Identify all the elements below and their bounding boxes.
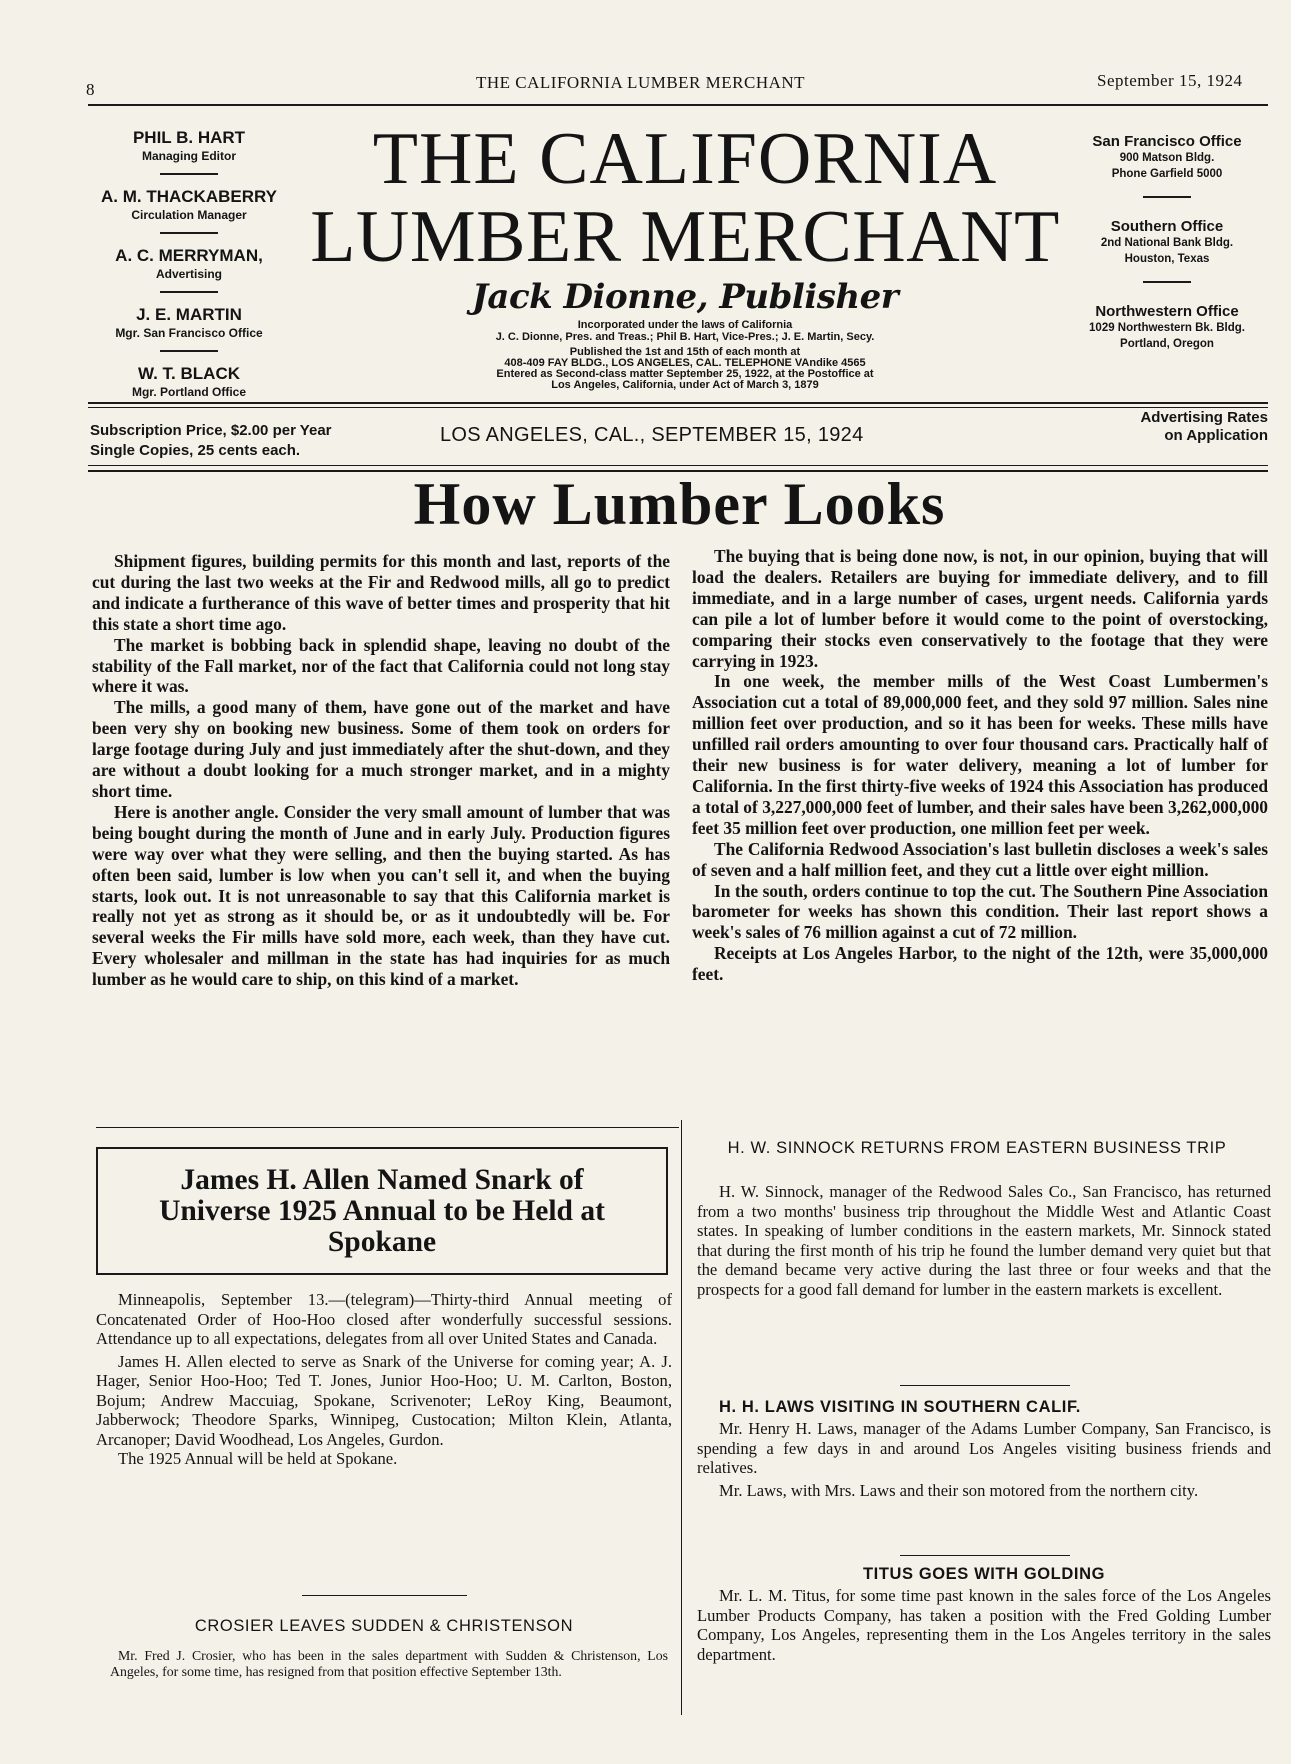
staff-title: Circulation Manager	[131, 208, 247, 222]
subscription-price: Subscription Price, $2.00 per Year	[90, 422, 332, 439]
staff-name: PHIL B. HART	[132, 128, 246, 147]
office-name: Northwestern Office	[1095, 303, 1239, 320]
staff-name: A. M. THACKABERRY	[101, 187, 277, 206]
paragraph: Mr. Henry H. Laws, manager of the Adams Lumber Company, San Francisco, is spending a few days in and around Los Angeles visiting business friends and relatives.	[697, 1419, 1271, 1477]
paragraph: The market is bobbing back in splendid shape, leaving no doubt of the stability of the Fall market, nor of the fact that California could not long stay where it was.	[92, 634, 670, 697]
running-date: September 15, 1924	[1097, 71, 1243, 90]
crosier-text: Mr. Fred J. Crosier, who has been in the sales department with Sudden & Christenson, Los Angeles, for some time, has resigned from that position effective September 13th.	[110, 1648, 668, 1679]
running-title: THE CALIFORNIA LUMBER MERCHANT	[476, 73, 806, 92]
divider	[160, 173, 218, 175]
crosier-headline: CROSIER LEAVES SUDDEN & CHRISTENSON	[194, 1617, 574, 1635]
staff-list	[80, 128, 298, 399]
masthead-published: Published the 1st and 15th of each month at	[569, 346, 801, 358]
masthead-address: 408-409 FAY BLDG., LOS ANGELES, CAL. TELEPHONE VAndike 4565	[504, 357, 866, 369]
divider	[1143, 281, 1191, 283]
info-rule-top-1	[88, 402, 1268, 404]
paragraph: In one week, the member mills of the West Coast Lumbermen's Association cut a total of 89,000,000 feet, and they sold 97 million. Sales nine million feet over production, and so it has been for weeks. These mills have unfilled rail orders amounting to over four thousand cars. Practically half of their new business is for water delivery, meaning a lot of lumber for California. In the first thirty-five weeks of 1924 this Association has produced a total of 3,227,000,000 feet of lumber, and their sales have been 3,262,000,000 feet 35 million feet over production, one million feet per week.	[692, 671, 1268, 838]
office-entry	[1062, 218, 1272, 267]
divider	[160, 291, 218, 293]
allen-headline: James H. Allen Named Snark of Universe 1925 Annual to be Held at Spokane	[159, 1163, 605, 1258]
staff-entry	[80, 305, 298, 340]
titus-headline: TITUS GOES WITH GOLDING	[862, 1565, 1106, 1583]
paragraph: Here is another angle. Consider the very small amount of lumber that was being bought during the month of June and in early July. Production figures were way over what they were selling, and then the buying started. As has often been said, lumber is low when you can't sell it, and when the buying starts, look out. It is not unreasonable to say that this California market is really not yet as strong as it should be, or as it undoubtedly will be. For several weeks the Fir mills have sold more, each week, than they have cut. Every wholesaler and millman in the state has had inquiries for as much lumber as he would care to ship, on this kind of a market.	[92, 801, 670, 990]
masthead-title-line2: LUMBER MERCHANT	[310, 196, 1060, 278]
sinnock-text	[697, 1182, 1271, 1299]
advertising-line: Advertising Rates	[1140, 409, 1268, 426]
office-name: San Francisco Office	[1092, 133, 1242, 150]
divider	[160, 232, 218, 234]
masthead-entered: Entered as Second-class matter September 25, 1922, at the Postoffice at	[496, 368, 874, 380]
paragraph: The 1925 Annual will be held at Spokane.	[118, 1449, 398, 1468]
paragraph: Minneapolis, September 13.—(telegram)—Thirty-third Annual meeting of Concatenated Order of Hoo-Hoo closed after wonderfully successful sessions. Attendance up to all expectations, delegates from all over United States and Canada.	[96, 1290, 672, 1348]
office-line: 2nd National Bank Bldg.	[1100, 237, 1234, 249]
main-article-col2	[692, 546, 1268, 985]
masthead-incorporated: Incorporated under the laws of California	[577, 319, 793, 331]
office-line: 900 Matson Bldg.	[1119, 152, 1215, 164]
allen-headline-box	[96, 1147, 668, 1275]
masthead-act: Los Angeles, California, under Act of March 3, 1879	[551, 379, 819, 391]
laws-text	[697, 1419, 1271, 1500]
staff-name: A. C. MERRYMAN,	[115, 246, 263, 265]
masthead	[295, 118, 1075, 391]
masthead-officers: J. C. Dionne, Pres. and Treas.; Phil B. Hart, Vice-Pres.; J. E. Martin, Secy.	[495, 331, 875, 343]
paragraph: Mr. L. M. Titus, for some time past known in the sales force of the Los Angeles Lumber Products Company, has taken a position with the Fred Golding Lumber Company, Los Angeles, representing them in the Los Angeles territory in the sales department.	[697, 1586, 1271, 1664]
staff-name: W. T. BLACK	[138, 364, 240, 383]
short-divider	[900, 1555, 1070, 1556]
staff-entry	[80, 187, 298, 222]
paragraph: H. W. Sinnock, manager of the Redwood Sales Co., San Francisco, has returned from a two months' business trip throughout the Middle West and Atlantic Coast states. In speaking of lumber conditions in the eastern markets, Mr. Sinnock stated that during the first month of his trip he found the lumber demand very quiet but that the demand became very active during the last three or four weeks and that the prospects for a good fall demand for lumber in the eastern markets is excellent.	[697, 1182, 1271, 1299]
short-divider	[900, 1385, 1070, 1386]
office-name: Southern Office	[1110, 218, 1224, 235]
staff-entry	[80, 128, 298, 163]
divider	[1143, 196, 1191, 198]
allen-article-body	[96, 1290, 672, 1469]
paragraph: James H. Allen elected to serve as Snark of the Universe for coming year; A. J. Hager, Senior Hoo-Hoo; Ted T. Jones, Junior Hoo-Hoo; U. M. Carlton, Boston, Bojum; Andrew Maccuiag, Spokane, Scrivenoter; LeRoy King, Beaumont, Jabberwock; Theodore Sparks, Winnipeg, Custocation; Milton Klein, Atlanta, Arcanoper; David Woodhead, Los Angeles, Gurdon.	[96, 1351, 672, 1449]
staff-title: Mgr. San Francisco Office	[115, 326, 263, 340]
paragraph: Shipment figures, building permits for this month and last, reports of the cut during the last two weeks at the Fir and Redwood mills, all go to predict and indicate a furtherance of this wave of better times and prosperity that hit this state a short time ago.	[92, 551, 670, 634]
staff-entry	[80, 246, 298, 281]
titus-text	[697, 1586, 1271, 1664]
office-entry	[1062, 303, 1272, 352]
info-rule-top-2	[88, 407, 1268, 408]
office-line: Phone Garfield 5000	[1111, 168, 1223, 180]
office-list	[1062, 133, 1272, 352]
office-line: 1029 Northwestern Bk. Bldg.	[1089, 322, 1245, 334]
office-line: Portland, Oregon	[1120, 338, 1214, 350]
info-rule-bottom-1	[88, 465, 1268, 466]
single-copies: Single Copies, 25 cents each.	[90, 442, 301, 459]
paragraph: In the south, orders continue to top the cut. The Southern Pine Association barometer for weeks has shown this condition. Their last report shows a week's sales of 76 million against a cut of 72 million.	[692, 880, 1268, 943]
staff-name: J. E. MARTIN	[136, 305, 242, 324]
paragraph: The mills, a good many of them, have gone out of the market and have been very shy on booking new business. Some of them took on orders for large footage during July and just immediately after the shut-down, and they are without a doubt looking for a much stronger market, and in a mighty short time.	[92, 697, 670, 801]
sinnock-headline: H. W. SINNOCK RETURNS FROM EASTERN BUSINESS TRIP	[727, 1139, 1227, 1157]
column-divider	[681, 1120, 682, 1715]
paragraph: Receipts at Los Angeles Harbor, to the night of the 12th, were 35,000,000 feet.	[692, 943, 1268, 985]
laws-headline: H. H. LAWS VISITING IN SOUTHERN CALIF.	[719, 1398, 1081, 1416]
masthead-title-line1: THE CALIFORNIA	[372, 118, 998, 200]
divider	[160, 350, 218, 352]
masthead-publisher: Jack Dionne, Publisher	[471, 277, 899, 317]
office-line: Houston, Texas	[1124, 253, 1210, 265]
dateline: LOS ANGELES, CAL., SEPTEMBER 15, 1924	[440, 424, 864, 446]
advertising-rates	[1080, 409, 1268, 445]
staff-title: Managing Editor	[142, 149, 236, 163]
staff-title: Advertising	[155, 267, 222, 281]
main-article-col1	[92, 551, 670, 990]
page-number: 8	[86, 80, 95, 99]
staff-entry	[80, 364, 298, 399]
advertising-line: on Application	[1164, 427, 1268, 444]
office-entry	[1062, 133, 1272, 182]
staff-title: Mgr. Portland Office	[131, 385, 246, 399]
section-rule	[96, 1127, 679, 1128]
paragraph: The California Redwood Association's last bulletin discloses a week's sales of seven and a half million feet, and they cut a little over eight million.	[692, 838, 1268, 880]
header-rule	[88, 104, 1268, 106]
main-headline: How Lumber Looks	[413, 471, 946, 537]
short-divider	[302, 1595, 467, 1596]
paragraph: Mr. Laws, with Mrs. Laws and their son motored from the northern city.	[719, 1480, 1199, 1500]
paragraph: The buying that is being done now, is not, in our opinion, buying that will load the dealers. Retailers are buying for immediate delivery, and to fill immediate, and in a large number of cases, urgent needs. California yards can pile a lot of lumber before it would come to the point of overstocking, comparing their stocks even conservatively to the footage that they were carrying in 1923.	[692, 546, 1268, 671]
